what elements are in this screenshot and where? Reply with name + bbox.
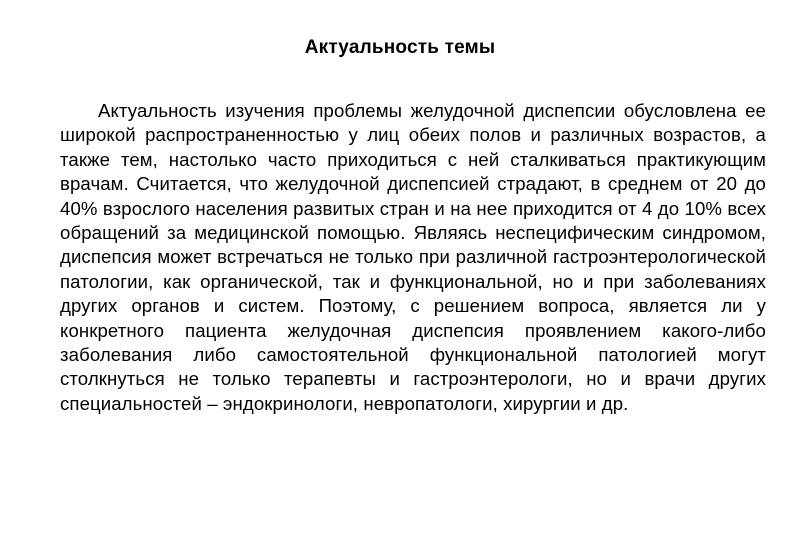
slide-paragraph: Актуальность изучения проблемы желудочной диспепсии обусловлена ее широкой распространенностью у лиц обеих полов и различных возрастов, а также тем, настолько часто приходиться с ней сталкиваться практикующим врачам. Считается, что желудочной диспепсией страдают, в среднем от 20 до 40% взрослого населения развитых стран и на нее приходится от 4 до 10% всех обращений за медицинской помощью. Являясь неспецифическим синдромом, диспепсия может встречаться не только при различной гастроэнтерологической патологии, как органической, так и функциональной, но и при заболеваниях других органов и систем. Поэтому, с решением вопроса, является ли у конкретного пациента желудочная диспепсия проявлением какого-либо заболевания либо самостоятельной функциональной патологией могут столкнуться не только терапевты и гастроэнтерологи, но и врачи других специальностей – эндокринологи, невропатологи, хирургии и др. xyxy=(60,100,766,414)
slide-title: Актуальность темы xyxy=(304,37,496,58)
